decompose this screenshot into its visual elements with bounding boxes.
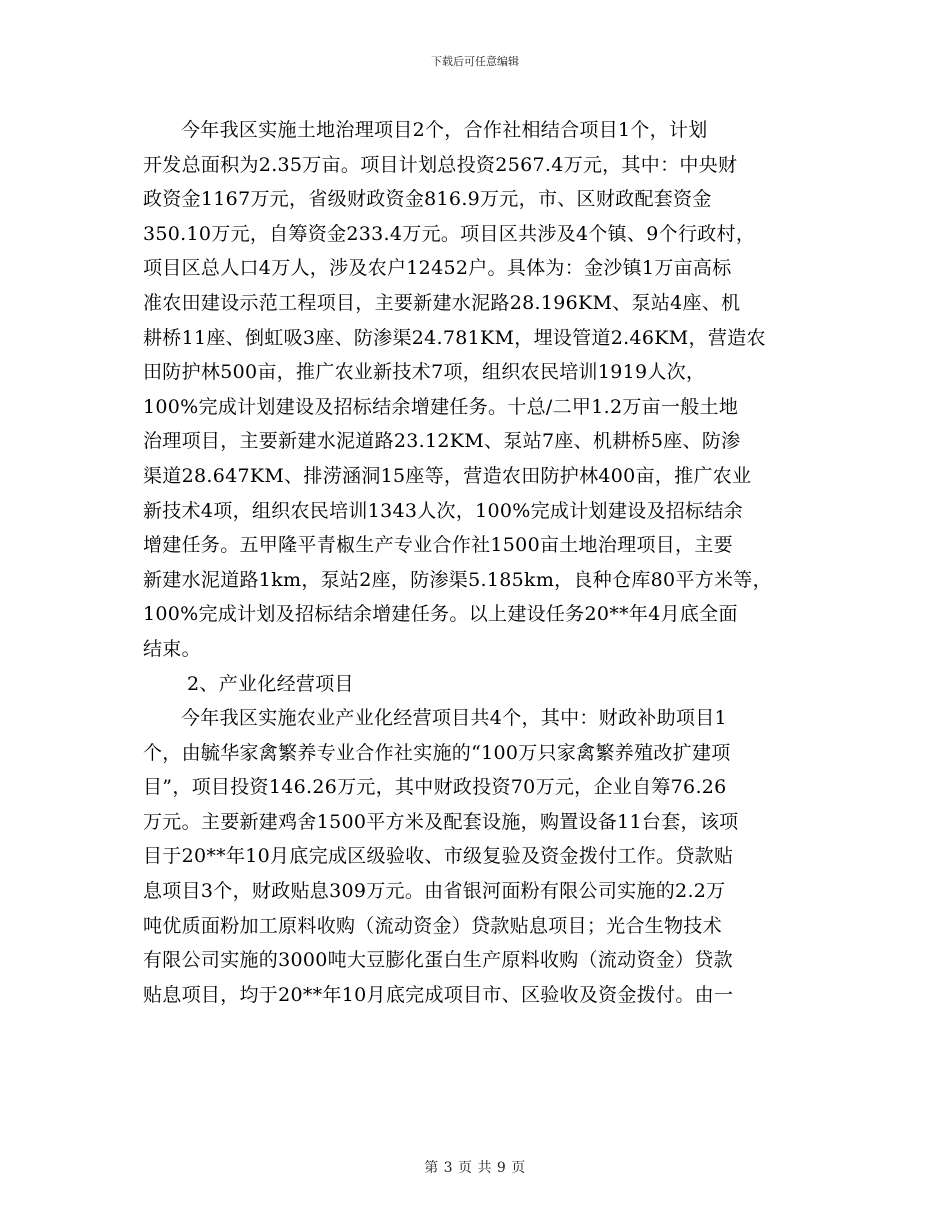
- text-line: 结束。: [143, 637, 201, 660]
- text-line: 增建任务。五甲隆平青椒生产专业合作社1500亩土地治理项目，主要: [143, 534, 733, 557]
- text-line: 贴息项目，均于20**年10月底完成项目市、区验收及资金拨付。由一: [143, 983, 734, 1006]
- section-heading: 2、产业化经营项目: [187, 672, 354, 695]
- text-line: 万元。主要新建鸡舍1500平方米及配套设施，购置设备11台套，该项: [143, 810, 739, 833]
- text-line: 新建水泥道路1km，泵站2座，防渗渠5.185km，良种仓库80平方米等，: [143, 568, 772, 591]
- text-line: 有限公司实施的3000吨大豆膨化蛋白生产原料收购（流动资金）贷款: [143, 949, 733, 972]
- text-line: 个，由毓华家禽繁养专业合作社实施的“100万只家禽繁养殖改扩建项: [143, 741, 731, 764]
- text-line: 吨优质面粉加工原料收购（流动资金）贷款贴息项目；光合生物技术: [143, 914, 723, 937]
- text-line: 准农田建设示范工程项目，主要新建水泥路28.196KM、泵站4座、机: [143, 291, 741, 314]
- page-header: 下载后可任意编辑: [431, 55, 519, 68]
- text-line: 100%完成计划及招标结余增建任务。以上建设任务20**年4月底全面: [143, 603, 738, 626]
- text-line: 政资金1167万元，省级财政资金816.9万元，市、区财政配套资金: [143, 188, 712, 211]
- text-line: 今年我区实施农业产业化经营项目共4个，其中：财政补助项目1: [181, 707, 727, 730]
- text-line: 今年我区实施土地治理项目2个，合作社相结合项目1个，计划: [181, 119, 708, 141]
- text-line: 目”，项目投资146.26万元，其中财政投资70万元，企业自筹76.26: [143, 776, 727, 799]
- text-line: 目于20**年10月底完成区级验收、市级复验及资金拨付工作。贷款贴: [143, 845, 734, 868]
- text-line: 治理项目，主要新建水泥道路23.12KM、泵站7座、机耕桥5座、防渗: [143, 430, 741, 453]
- text-line: 新技术4项，组织农民培训1343人次，100%完成计划建设及招标结余: [143, 499, 743, 522]
- text-line: 息项目3个，财政贴息309万元。由省银河面粉有限公司实施的2.2万: [143, 880, 726, 903]
- text-line: 开发总面积为2.35万亩。项目计划总投资2567.4万元，其中：中央财: [143, 153, 738, 176]
- text-line: 项目区总人口4万人，涉及农户12452户。具体为：金沙镇1万亩高标: [143, 257, 732, 280]
- text-line: 耕桥11座、倒虹吸3座、防渗渠24.781KM，埋设管道2.46KM，营造农: [143, 326, 766, 349]
- text-line: 100%完成计划建设及招标结余增建任务。十总/二甲1.2万亩一般土地: [143, 395, 739, 418]
- text-line: 350.10万元，自筹资金233.4万元。项目区共涉及4个镇、9个行政村，: [143, 222, 756, 245]
- text-line: 田防护林500亩，推广农业新技术7项，组织农民培训1919人次，: [143, 361, 706, 384]
- page-footer: 第 3 页 共 9 页: [424, 1160, 526, 1176]
- text-line: 渠道28.647KM、排涝涵洞15座等，营造农田防护林400亩，推广农业: [143, 464, 752, 487]
- document-body: [143, 113, 803, 1012]
